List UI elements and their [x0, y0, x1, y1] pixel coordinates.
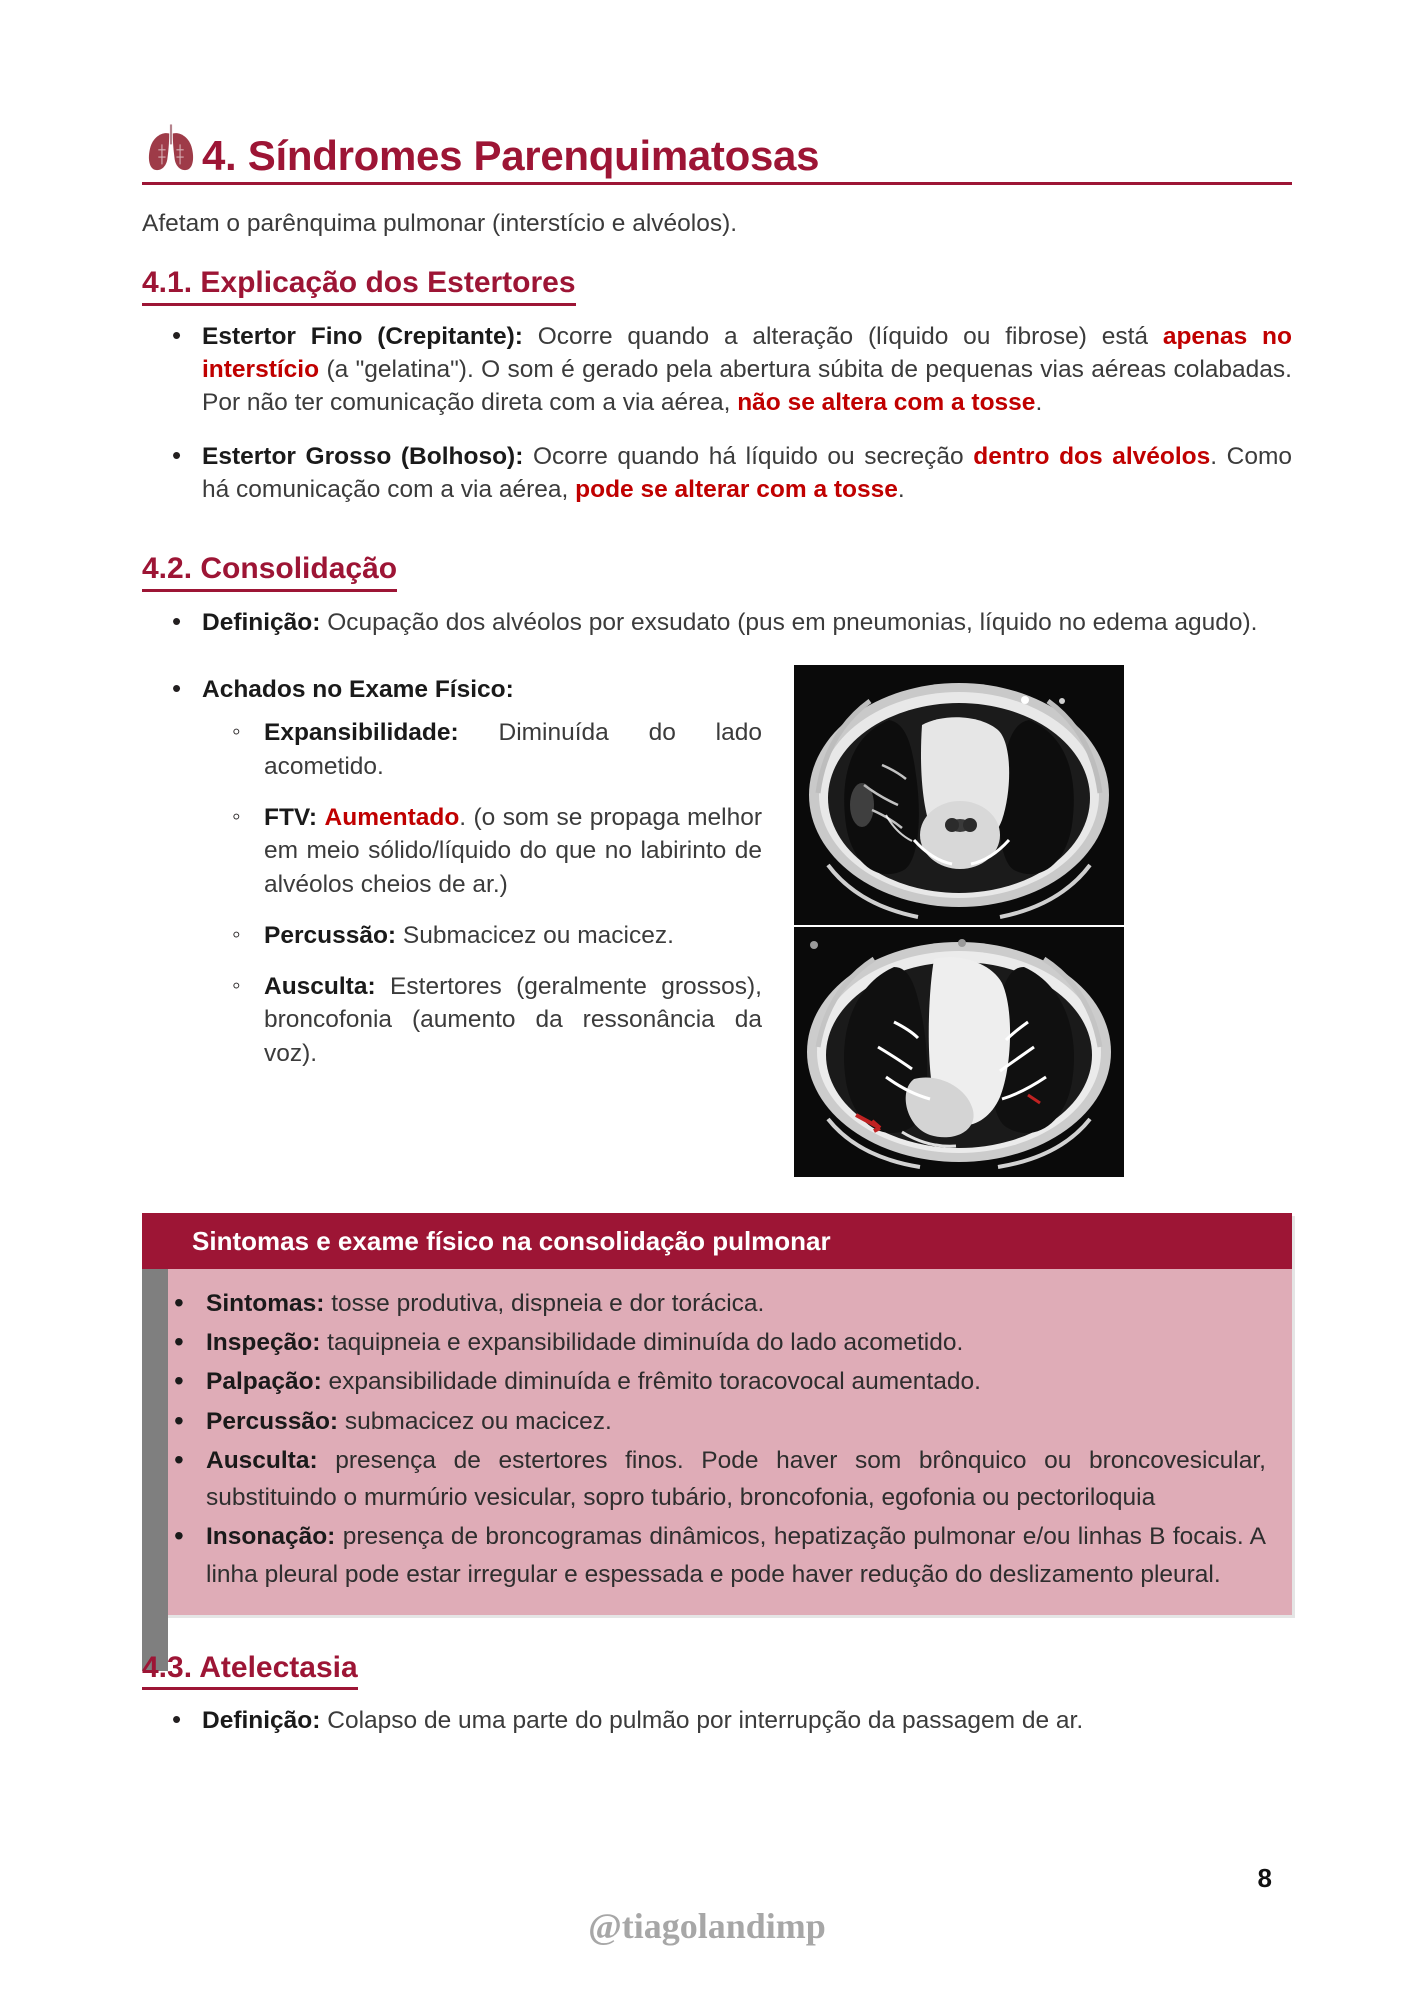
- body-text: Ocorre quando a alteração (líquido ou fibrose) está: [522, 322, 1163, 350]
- body-text: [317, 804, 324, 831]
- highlighted-text: Aumentado: [324, 803, 460, 831]
- list-item: [230, 716, 762, 783]
- section-4-3-list: [142, 1704, 1292, 1737]
- lungs-icon: [142, 120, 200, 176]
- callout-item-label: Ausculta:: [206, 1446, 318, 1474]
- section-4-2-findings-list: [142, 673, 762, 1070]
- body-text: . Como há comunicação com a via aérea,: [202, 442, 1293, 503]
- title-divider: [142, 182, 1292, 185]
- bullet-label: Achados no Exame Físico:: [202, 675, 514, 703]
- findings-and-images: [142, 659, 1292, 1177]
- highlighted-text: pode se alterar com a tosse: [575, 475, 898, 503]
- page-content: [142, 120, 1292, 1758]
- callout-body: [168, 1269, 1292, 1615]
- findings-column: [142, 659, 762, 1090]
- subbullet-label: Expansibilidade:: [264, 719, 459, 747]
- body-text: (a "gelatina"). O som é gerado pela abertura súbita de pequenas vias aéreas colabadas. Por não ter comunicação direta com a via aérea,: [202, 355, 1292, 417]
- callout-side-bar-body: [142, 1269, 168, 1671]
- section-4-1-list: [142, 320, 1292, 507]
- callout-item-text: presença de broncogramas dinâmicos, hepatização pulmonar e/ou linhas B focais. A linha pleural pode estar irregular e espessada e pode haver redução do deslizamento pleural.: [206, 1523, 1266, 1588]
- findings-sublist: [202, 716, 762, 1070]
- highlighted-text: não se altera com a tosse: [737, 389, 1036, 417]
- body-text: Diminuída do lado acometido.: [264, 719, 762, 780]
- intro-paragraph: Afetam o parênquima pulmonar (interstício e alvéolos).: [142, 210, 738, 237]
- page-title-row: [142, 120, 1292, 178]
- bullet-label: Definição:: [202, 608, 321, 636]
- section-4-1: [142, 240, 1292, 506]
- ct-chest-axial-upper-image: [794, 665, 1124, 925]
- highlighted-text: dentro dos alvéolos: [973, 442, 1211, 470]
- callout-item-label: Percussão:: [206, 1407, 339, 1435]
- list-item: [230, 919, 762, 952]
- body-text: .: [897, 475, 905, 503]
- callout-item-label: Palpação:: [206, 1368, 322, 1396]
- section-4-1-heading: 4.1. Explicação dos Estertores: [142, 264, 576, 306]
- body-text: Submacicez ou macicez.: [396, 921, 674, 949]
- list-item: [168, 1704, 1292, 1737]
- list-item: [168, 1324, 1266, 1361]
- callout-item-text: tosse produtiva, dispneia e dor torácica.: [324, 1289, 765, 1317]
- subbullet-label: Ausculta:: [264, 973, 376, 1001]
- callout-header: Sintomas e exame físico na consolidação pulmonar: [168, 1213, 1292, 1269]
- callout-item-text: taquipneia e expansibilidade diminuída do lado acometido.: [320, 1329, 964, 1357]
- body-text: .: [1035, 389, 1043, 417]
- section-4-2-heading: 4.2. Consolidação: [142, 550, 397, 592]
- body-text: . (o som se propaga melhor em meio sólido/líquido do que no labirinto de alvéolos cheios de ar.): [264, 803, 762, 898]
- section-4-3-heading: 4.3. Atelectasia: [142, 1649, 358, 1691]
- section-4-3: [142, 1625, 1292, 1738]
- callout-item-text: submacicez ou macicez.: [338, 1407, 612, 1435]
- page-number: 8: [1257, 1863, 1272, 1893]
- subbullet-body: [396, 922, 674, 949]
- section-4-2: [142, 526, 1292, 1177]
- list-item: [168, 606, 1292, 639]
- subbullet-body: [264, 804, 762, 898]
- callout-item-label: Inspeção:: [206, 1329, 321, 1357]
- list-item: [168, 673, 762, 1070]
- subbullet-label: Percussão:: [264, 921, 397, 949]
- body-text: Colapso de uma parte do pulmão por interrupção da passagem de ar.: [320, 1707, 1084, 1735]
- bullet-label: Definição:: [202, 1707, 321, 1735]
- section-4-2-definition-list: [142, 606, 1292, 639]
- body-text: Ocorre quando há líquido ou secreção: [523, 442, 974, 470]
- callout-item-label: Insonação:: [206, 1523, 336, 1551]
- watermark: @tiagolandimp: [588, 1906, 826, 1946]
- list-item: [168, 1442, 1266, 1516]
- list-item: [168, 320, 1292, 420]
- callout-item-text: presença de estertores finos. Pode haver som brônquico ou broncovesicular, substituindo o murmúrio vesicular, sopro tubário, broncofonia, egofonia ou pectoriloquia: [206, 1446, 1266, 1512]
- bullet-body: [320, 1707, 1083, 1734]
- callout-main: [168, 1213, 1292, 1615]
- bullet-label: Estertor Grosso (Bolhoso):: [202, 442, 524, 470]
- list-item: [168, 440, 1292, 507]
- subbullet-label: FTV:: [264, 803, 318, 831]
- list-item: [230, 801, 762, 901]
- callout-side-bar-top: [142, 1213, 168, 1269]
- highlighted-text: apenas no interstício: [202, 322, 1292, 383]
- bullet-body: [320, 609, 1257, 636]
- list-item: [168, 1285, 1266, 1322]
- callout-side-bar: [142, 1213, 168, 1615]
- callout-item-label: Sintomas:: [206, 1289, 325, 1317]
- list-item: [230, 970, 762, 1070]
- callout-box: [142, 1213, 1292, 1615]
- ct-chest-axial-lower-image: [794, 927, 1124, 1177]
- image-column: [794, 665, 1124, 1177]
- body-text: Ocupação dos alvéolos por exsudato (pus em pneumonias, líquido no edema agudo).: [320, 608, 1258, 636]
- bullet-label: Estertor Fino (Crepitante):: [202, 322, 523, 350]
- callout-item-text: expansibilidade diminuída e frêmito toracovocal aumentado.: [321, 1368, 981, 1396]
- page-title: 4. Síndromes Parenquimatosas: [202, 131, 820, 179]
- body-text: Estertores (geralmente grossos), broncofonia (aumento da ressonância da voz).: [264, 973, 762, 1067]
- callout-box-inner: [142, 1213, 1292, 1615]
- list-item: [168, 1403, 1266, 1440]
- list-item: [168, 1363, 1266, 1400]
- list-item: [168, 1518, 1266, 1592]
